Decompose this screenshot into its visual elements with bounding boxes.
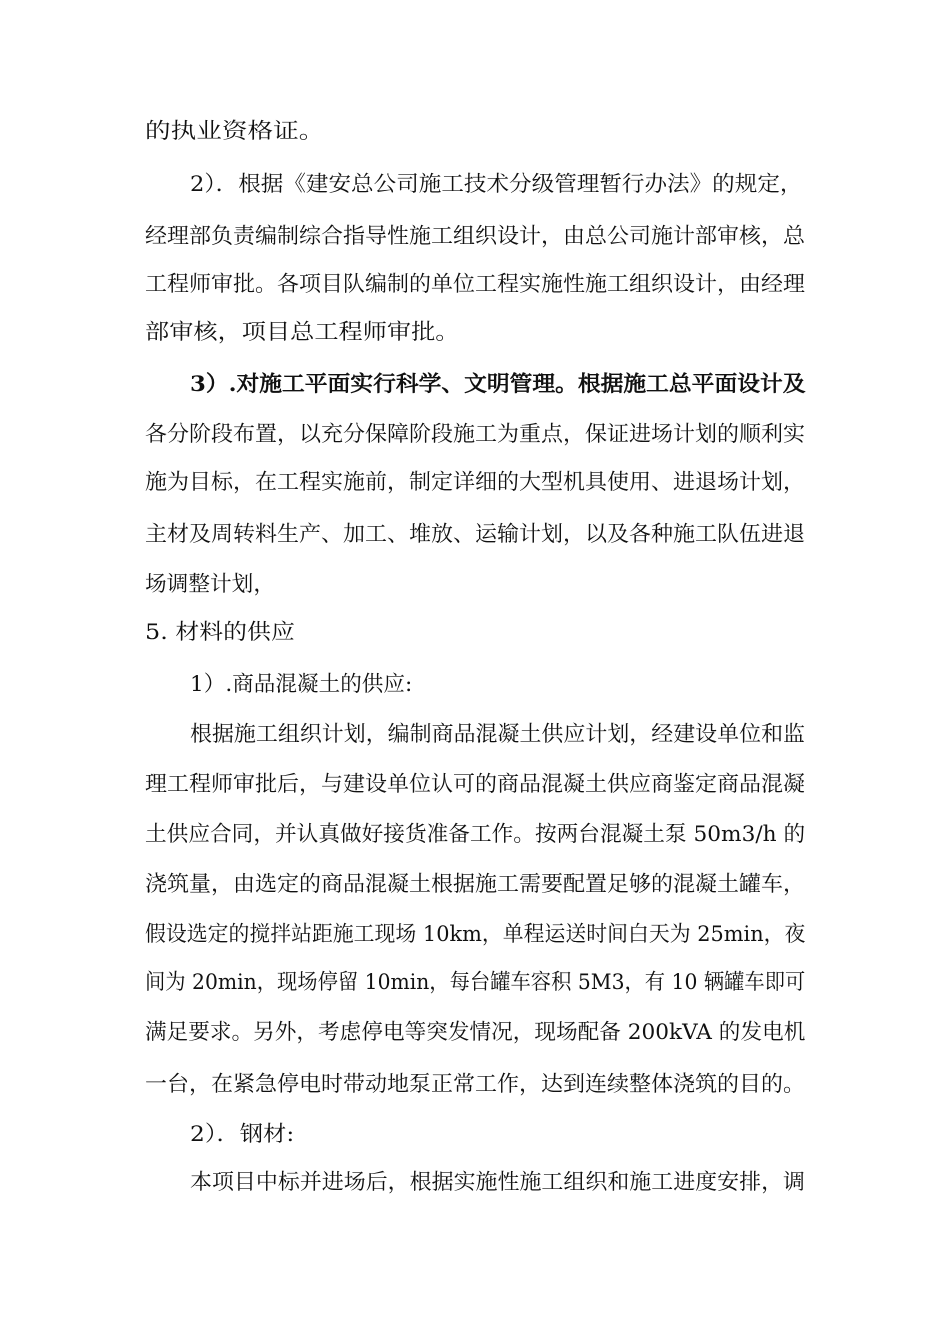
- text-line: 的执业资格证。: [145, 119, 325, 144]
- text-line: 场调整计划，: [145, 572, 276, 597]
- text-line: 经理部负责编制综合指导性施工组织设计，由总公司施计部审核，总: [145, 224, 806, 249]
- text-line: 主材及周转料生产、加工、堆放、运输计划，以及各种施工队伍进退: [145, 522, 806, 547]
- text-line: 间为 20min，现场停留 10min，每台罐车容积 5M3，有 10 辆罐车即可: [145, 970, 806, 995]
- text-line: 根据施工组织计划，编制商品混凝土供应计划，经建设单位和监: [190, 722, 806, 747]
- text-line: 2）．根据《建安总公司施工技术分级管理暂行办法》的规定，: [190, 172, 803, 197]
- text-line: 浇筑量，由选定的商品混凝土根据施工需要配置足够的混凝土罐车，: [145, 872, 806, 897]
- subsection-heading: 1）.商品混凝土的供应:: [190, 672, 413, 697]
- text-line: 满足要求。另外，考虑停电等突发情况，现场配备 200kVA 的发电机: [145, 1020, 806, 1045]
- text-line: 本项目中标并进场后，根据实施性施工组织和施工进度安排，调: [190, 1170, 806, 1195]
- text-line: 部审核，项目总工程师审批。: [145, 320, 460, 345]
- subsection-heading: 3）.对施工平面实行科学、文明管理。根据施工总平面设计及: [190, 372, 806, 397]
- text-line: 工程师审批。各项目队编制的单位工程实施性施工组织设计，由经理: [145, 272, 806, 297]
- subsection-heading: 2）．钢材:: [190, 1122, 295, 1147]
- text-line: 各分阶段布置，以充分保障阶段施工为重点，保证进场计划的顺利实: [145, 422, 806, 447]
- text-line: 理工程师审批后，与建设单位认可的商品混凝土供应商鉴定商品混凝: [145, 772, 806, 797]
- text-line: 施为目标，在工程实施前，制定详细的大型机具使用、进退场计划，: [145, 470, 806, 495]
- text-line: 一台，在紧急停电时带动地泵正常工作，达到连续整体浇筑的目的。: [145, 1072, 806, 1097]
- text-line: 假设选定的搅拌站距施工现场 10km，单程运送时间白天为 25min，夜: [145, 922, 806, 947]
- text-line: 土供应合同，并认真做好接货准备工作。按两台混凝土泵 50m3/h 的: [145, 822, 806, 847]
- section-heading: 5. 材料的供应: [145, 620, 295, 645]
